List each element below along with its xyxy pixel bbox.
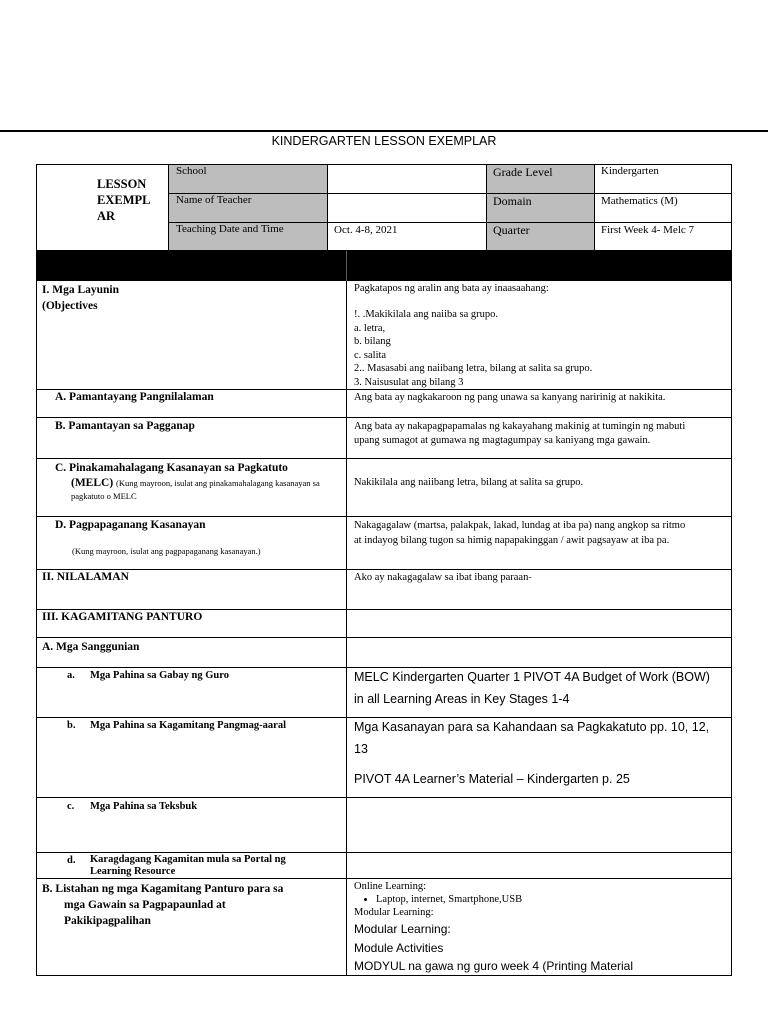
gabay-label: Mga Pahina sa Gabay ng Guro (90, 670, 229, 681)
grid-line (327, 164, 328, 251)
sanggunian-label: A. Mga Sanggunian (42, 641, 140, 653)
pagpapaganang-label: D. Pagpapaganang Kasanayan (55, 519, 206, 531)
list-item: 3. Naisusulat ang bilang 3 (354, 376, 464, 388)
grade-value: Kindergarten (601, 165, 659, 177)
portal-label: Karagdagang Kagamitan mula sa Portal ng Learning Resource (90, 854, 286, 877)
grid-line (36, 637, 732, 638)
list-item: 2.. Masasabi ang naiibang letra, bilang at salita sa grupo. (354, 363, 593, 374)
teksbuk-letter: c. (67, 801, 75, 812)
list-item: a. letra, (354, 322, 386, 334)
nilalaman-label: II. NILALAMAN (42, 571, 129, 583)
nilalaman-value: Ako ay nakagagalaw sa ibat ibang paraan- (354, 572, 532, 583)
melc-label: C. Pinakamahalagang Kasanayan sa Pagkatuto (MELC) (Kung mayroon, isulat ang pinakamahalagang kasanayan sa pagkatuto o MELC (55, 462, 320, 501)
top-rule (0, 130, 768, 132)
grid-line (168, 164, 169, 251)
objectives-label: I. Mga Layunin (Objectives (42, 284, 120, 312)
domain-value: Mathematics (M) (601, 195, 678, 207)
pamantayan-value: Ang bata ay nakapagpapamalas ng kakayahang makinig at tumingin ng mabuti upang sumagot at gumawa ng magtagumpay sa kaniyang mga gawain. (354, 421, 686, 446)
pamantayang-value: Ang bata ay nagkakaroon ng pang unawa sa kanyang naririnig at nakikita. (354, 392, 666, 403)
pagpapaganang-note: (Kung mayroon, isulat ang pagpapaganang kasanayan.) (72, 546, 261, 556)
objectives-intro: Pagkatapos ng aralin ang bata ay inaasaahang: (354, 283, 549, 294)
grid-line (36, 569, 732, 570)
grid-line (36, 417, 732, 418)
grid-line (36, 389, 732, 390)
pangmag-letter: b. (67, 720, 76, 731)
listahan-value: Online Learning: • Laptop, internet, Smartphone,USB Modular Learning: (354, 880, 522, 919)
list-item: • Laptop, internet, Smartphone,USB (376, 893, 522, 906)
pangmag-value: Mga Kasanayan para sa Kahandaan sa Pagkakatuto pp. 10, 12, 13 PIVOT 4A Learner’s Material – Kindergarten p. 25 (354, 720, 710, 786)
pangmag-label: Mga Pahina sa Kagamitang Pangmag-aaral (90, 720, 286, 731)
listahan-modular: Modular Learning: Module Activities MODYUL na gawa ng guro week 4 (Printing Material (354, 922, 634, 973)
grid-line (36, 852, 732, 853)
grid-line (36, 878, 732, 879)
objectives-list (354, 308, 592, 389)
melc-value: Nakikilala ang naiibang letra, bilang at salita sa grupo. (354, 477, 584, 488)
grid-line (36, 797, 732, 798)
quarter-label: Quarter (493, 223, 530, 237)
grid-line (36, 516, 732, 517)
document-title: KINDERGARTEN LESSON EXEMPLAR (271, 134, 497, 148)
date-label: Teaching Date and Time (176, 223, 284, 235)
gabay-value: MELC Kindergarten Quarter 1 PIVOT 4A Budget of Work (BOW) in all Learning Areas in Key Stages 1-4 (354, 670, 710, 706)
pamantayang-label: A. Pamantayang Pangnilalaman (55, 391, 214, 403)
grid-line (36, 458, 732, 459)
gabay-letter: a. (67, 670, 75, 681)
domain-label: Domain (493, 194, 532, 208)
portal-letter: d. (67, 855, 76, 866)
grid-line (168, 193, 732, 194)
pagpapaganang-value: Nakagagalaw (martsa, palakpak, lakad, lundag at iba pa) nang angkop sa ritmo at indayog bilang tugon sa himig napapakinggan / awit pagsayaw at iba pa. (354, 520, 686, 546)
grid-line (346, 251, 347, 976)
grid-line (346, 251, 347, 281)
lesson-exemplar-label: LESSON EXEMPL AR (97, 177, 151, 223)
quarter-value: First Week 4- Melc 7 (601, 224, 695, 236)
grade-label: Grade Level (493, 165, 553, 179)
teacher-label: Name of Teacher (176, 194, 252, 206)
black-header-band (36, 251, 732, 281)
listahan-label: B. Listahan ng mga Kagamitang Panturo para sa mga Gawain sa Pagpapaunlad at Pakikipagpalihan (42, 883, 284, 927)
grid-line (36, 609, 732, 610)
teksbuk-label: Mga Pahina sa Teksbuk (90, 801, 198, 812)
school-label: School (176, 165, 207, 177)
list-item: !. .Makikilala ang naiiba sa grupo. (354, 309, 499, 320)
list-item: b. bilang (354, 336, 391, 347)
kagamitang-label: III. KAGAMITANG PANTURO (42, 611, 203, 623)
pamantayan-label: B. Pamantayan sa Pagganap (55, 420, 195, 432)
date-value: Oct. 4-8, 2021 (334, 224, 398, 236)
list-item: c. salita (354, 349, 387, 361)
grid-line (594, 164, 595, 251)
grid-line (486, 164, 487, 251)
